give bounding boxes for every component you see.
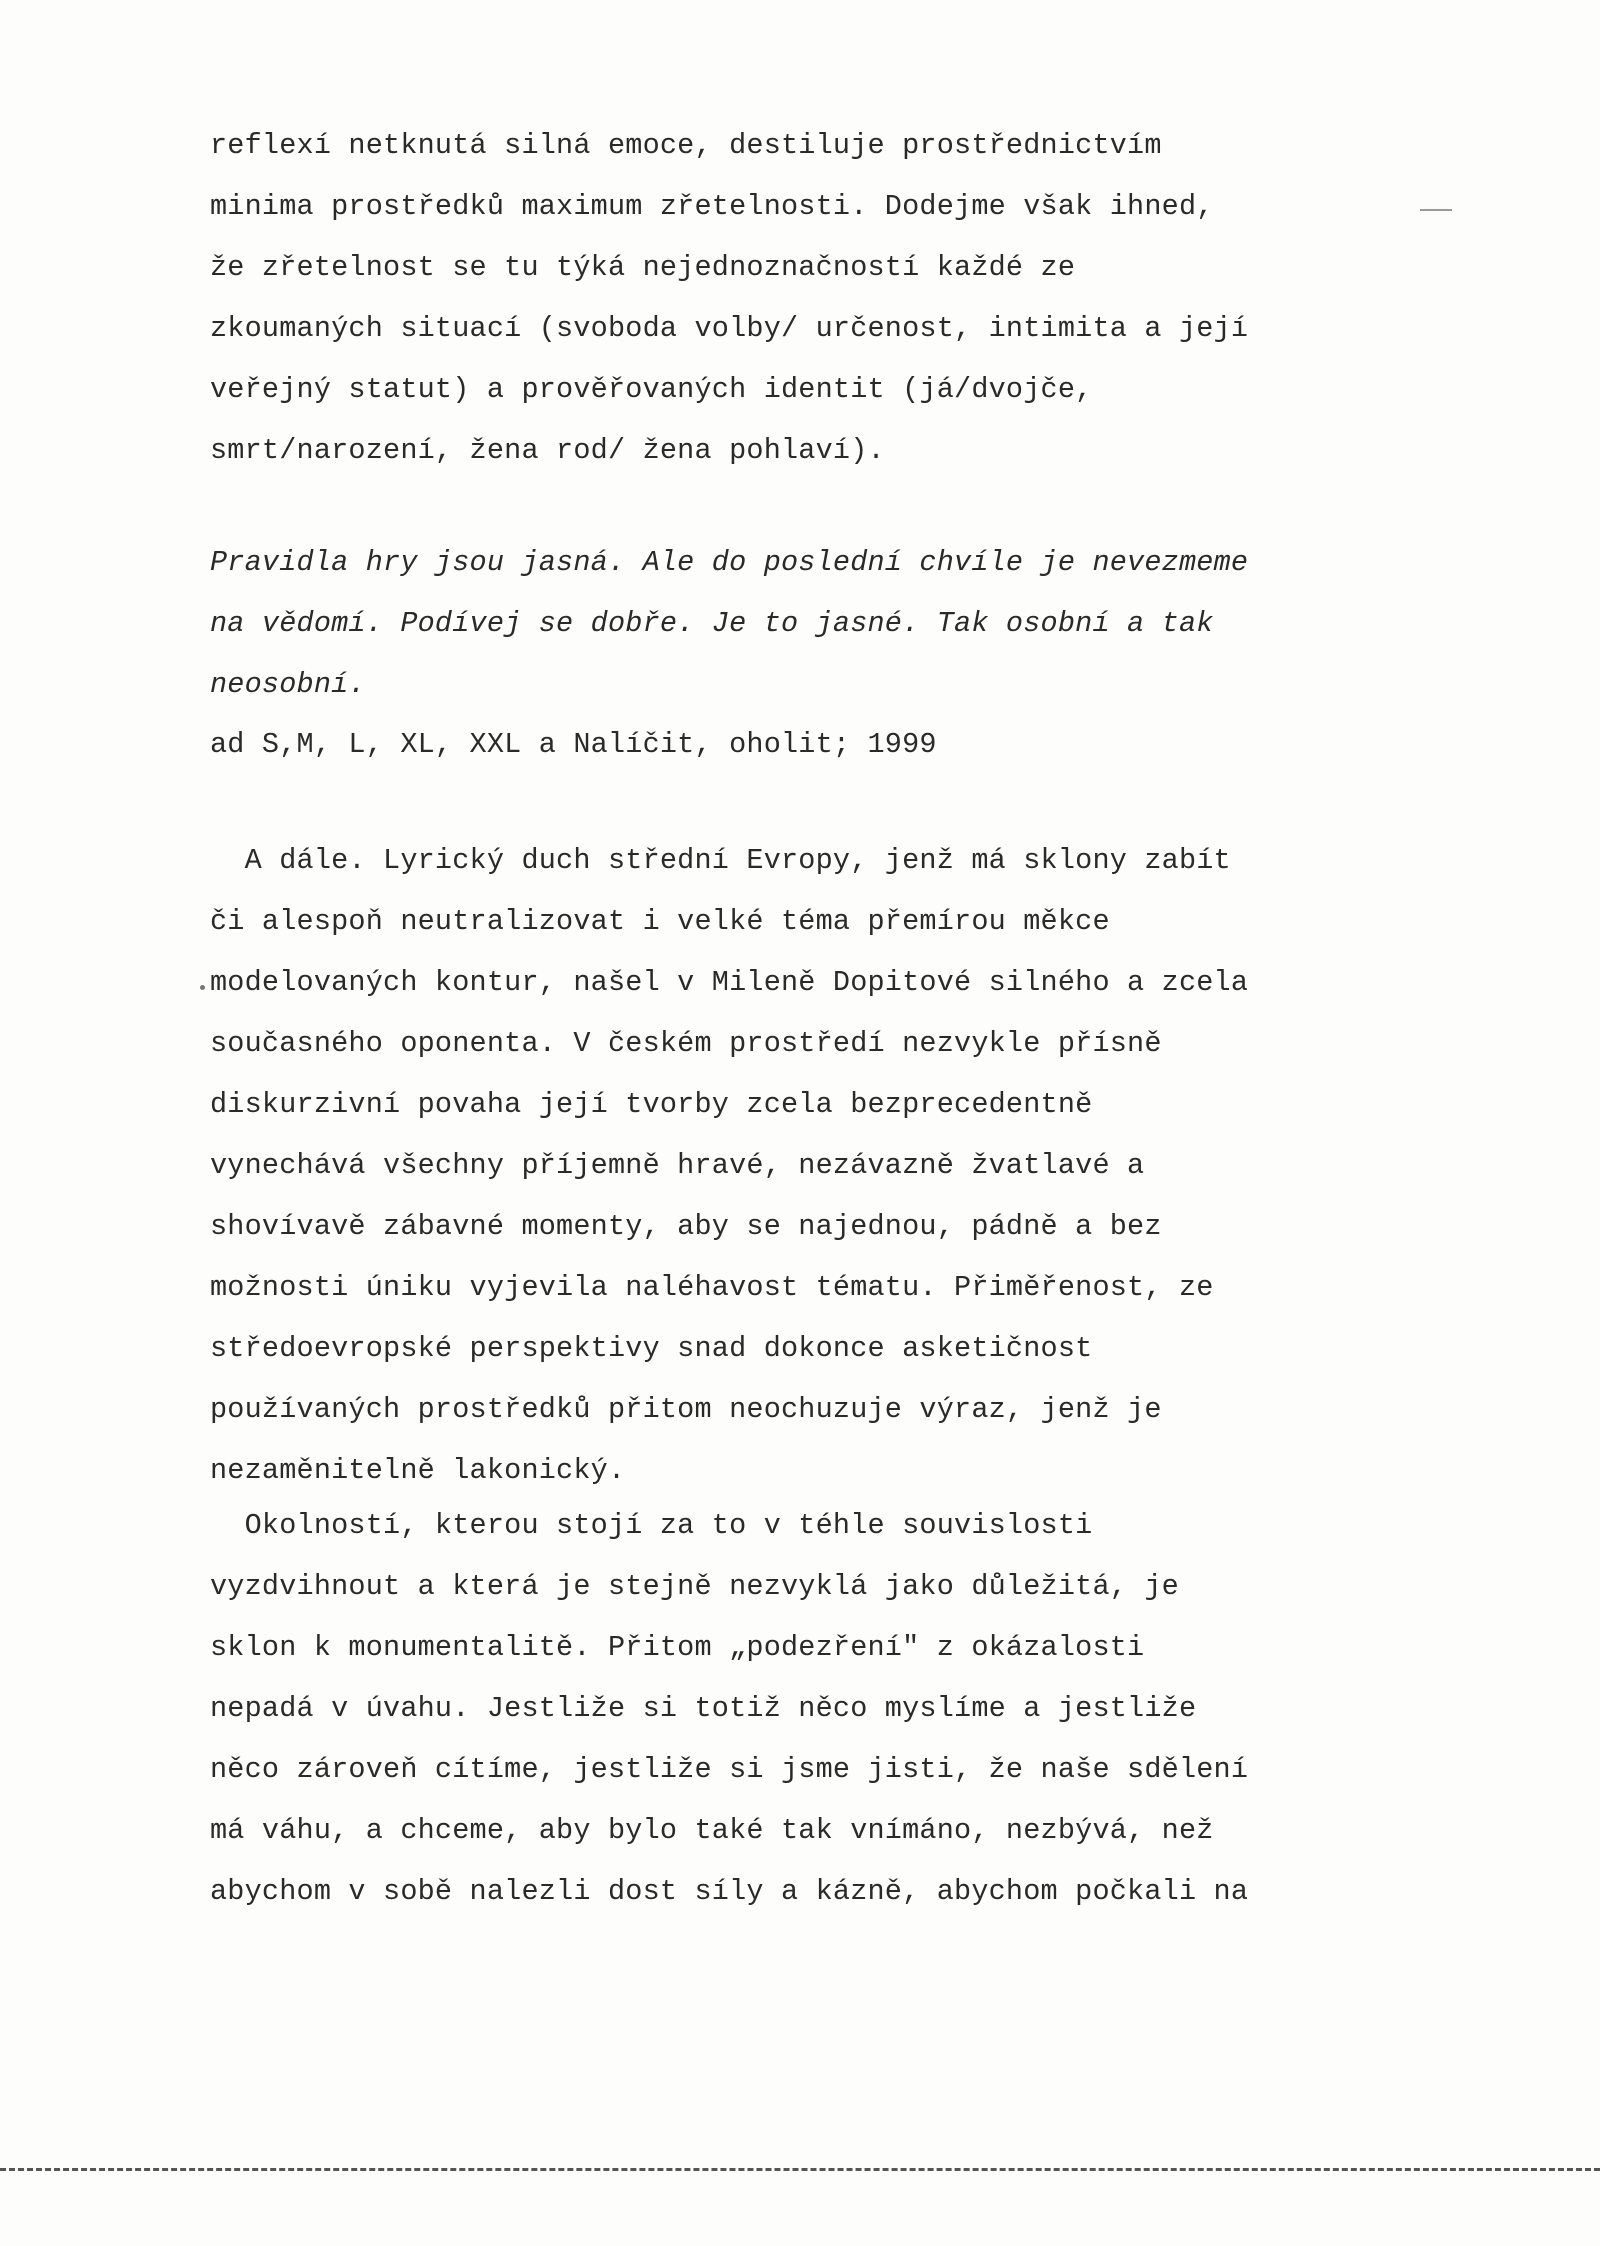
text-line: A dále. Lyrický duch střední Evropy, jenž má sklony zabít [210, 844, 1231, 877]
text-line: vynechává všechny příjemně hravé, nezávazně žvatlavé a [210, 1149, 1145, 1182]
quote-block [210, 532, 1380, 715]
text-line: možnosti úniku vyjevila naléhavost tématu. Přiměřenost, ze [210, 1271, 1214, 1304]
paragraph-2 [210, 830, 1380, 1501]
text-line: abychom v sobě nalezli dost síly a kázně, abychom počkali na [210, 1875, 1249, 1908]
text-line: minima prostředků maximum zřetelnosti. Dodejme však ihned, [210, 190, 1214, 223]
text-line: veřejný statut) a prověřovaných identit (já/dvojče, [210, 373, 1093, 406]
paragraph-3 [210, 1495, 1380, 1922]
text-line: diskurzivní povaha její tvorby zcela bezprecedentně [210, 1088, 1093, 1121]
citation-line: ad S,M, L, XL, XXL a Nalíčit, oholit; 1999 [210, 728, 937, 761]
text-line: Okolností, kterou stojí za to v téhle souvislosti [210, 1509, 1093, 1542]
text-line: vyzdvihnout a která je stejně nezvyklá jako důležitá, je [210, 1570, 1179, 1603]
citation [210, 714, 1380, 775]
perforation-line [0, 2168, 1600, 2171]
text-line: má váhu, a chceme, aby bylo také tak vnímáno, nezbývá, než [210, 1814, 1214, 1847]
text-line: či alespoň neutralizovat i velké téma přemírou měkce [210, 905, 1110, 938]
text-line: sklon k monumentalitě. Přitom „podezření" z okázalosti [210, 1631, 1145, 1664]
text-line: modelovaných kontur, našel v Mileně Dopitové silného a zcela [210, 966, 1249, 999]
paragraph-1 [210, 115, 1380, 481]
quote-line: neosobní. [210, 668, 366, 701]
margin-dot [200, 985, 205, 990]
quote-line: na vědomí. Podívej se dobře. Je to jasné. Tak osobní a tak [210, 607, 1214, 640]
margin-dash [1420, 209, 1452, 211]
text-line: reflexí netknutá silná emoce, destiluje prostřednictvím [210, 129, 1162, 162]
text-line: smrt/narození, žena rod/ žena pohlaví). [210, 434, 885, 467]
text-line: nezaměnitelně lakonický. [210, 1454, 626, 1487]
text-line: shovívavě zábavné momenty, aby se najednou, pádně a bez [210, 1210, 1162, 1243]
text-line: zkoumaných situací (svoboda volby/ určenost, intimita a její [210, 312, 1249, 345]
text-line: středoevropské perspektivy snad dokonce asketičnost [210, 1332, 1093, 1365]
text-line: současného oponenta. V českém prostředí nezvykle přísně [210, 1027, 1162, 1060]
text-line: nepadá v úvahu. Jestliže si totiž něco myslíme a jestliže [210, 1692, 1197, 1725]
quote-line: Pravidla hry jsou jasná. Ale do poslední chvíle je nevezmeme [210, 546, 1249, 579]
text-line: něco zároveň cítíme, jestliže si jsme jisti, že naše sdělení [210, 1753, 1249, 1786]
text-line: že zřetelnost se tu týká nejednoznačností každé ze [210, 251, 1076, 284]
text-line: používaných prostředků přitom neochuzuje výraz, jenž je [210, 1393, 1162, 1426]
